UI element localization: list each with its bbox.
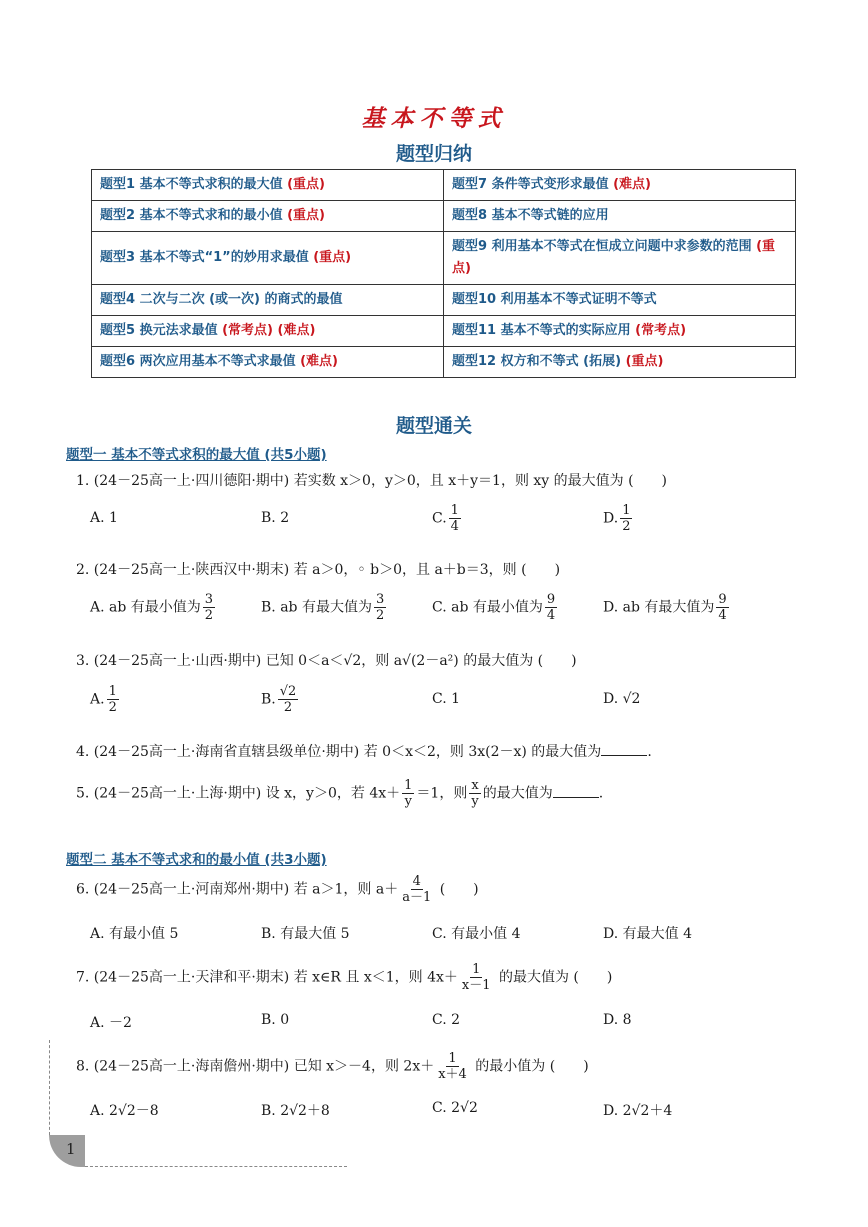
type-table-cell: [92, 201, 444, 232]
page-corner-dashed-line: [49, 1040, 50, 1135]
type-label: 题型4 二次与二次 (或一次) 的商式的最值: [100, 292, 343, 307]
answer-blank: [601, 742, 647, 756]
type-table-row: [92, 170, 796, 201]
answer-blank: [553, 784, 599, 798]
document-title: 基本不等式: [361, 105, 507, 132]
q1-option-b: B. 2: [261, 510, 290, 526]
type-label: 题型12 权方和不等式 (拓展): [452, 354, 626, 369]
category-heading-2: 题型二 基本不等式求和的最小值 (共3小题): [66, 852, 327, 868]
q8-option-c: C. 2√2: [432, 1100, 478, 1116]
type-label: 题型10 利用基本不等式证明不等式: [452, 292, 657, 307]
type-tag: (难点): [300, 354, 338, 369]
type-label: 题型11 基本不等式的实际应用: [452, 323, 636, 338]
category-heading-1: 题型一 基本不等式求积的最大值 (共5小题): [66, 447, 327, 463]
type-table-row: [92, 316, 796, 347]
type-tag: (常考点): [635, 323, 687, 338]
page-bottom-dashed-line: [85, 1166, 347, 1167]
type-table-cell: [444, 285, 796, 316]
q6-option-d: D. 有最大值 4: [603, 926, 692, 942]
type-table-cell: [444, 170, 796, 201]
type-table-row: [92, 232, 796, 285]
type-tag: (重点): [287, 177, 325, 192]
q2-option-d: D. ab 有最大值为 $\frac{9}{4}$: [603, 592, 727, 623]
type-table-cell: [444, 201, 796, 232]
type-label: 题型8 基本不等式链的应用: [452, 208, 609, 223]
q7-option-b: B. 0: [261, 1012, 290, 1028]
type-tag: (重点): [625, 354, 664, 369]
q3-option-a: A. $\frac{1}{2}$: [90, 684, 117, 715]
q6-option-c: C. 有最小值 4: [432, 926, 521, 942]
type-table-cell: [92, 316, 444, 347]
type-label: 题型1 基本不等式求积的最大值: [100, 177, 288, 192]
type-table-cell: [92, 232, 444, 285]
q3-option-b: B. $\frac{√2}{2}$: [261, 684, 297, 715]
type-tag: (重点): [287, 208, 325, 223]
type-table-cell: [444, 347, 796, 378]
type-tag: (常考点) (难点): [222, 323, 316, 338]
type-table-cell: [92, 170, 444, 201]
question-type-table: [91, 169, 796, 378]
q1-option-a: A. 1: [90, 510, 118, 526]
q8-option-b: B. 2√2＋8: [261, 1103, 330, 1119]
question-5: 5. (24－25高一上·上海·期中) 设 x，y＞0，若 4x＋ $\frac{1}{y}$ ＝1，则 $\frac{x}{y}$ 的最大值为 .: [76, 778, 604, 809]
summary-heading: 题型归纳: [395, 143, 472, 165]
type-table-row: [92, 285, 796, 316]
type-tag: (重点): [313, 250, 352, 265]
q7-option-a: A. －2: [90, 1015, 132, 1031]
page-number: 1: [66, 1140, 76, 1158]
question-4: 4. (24－25高一上·海南省直辖县级单位·期中) 若 0＜x＜2，则 3x(2－x) 的最大值为 .: [76, 744, 652, 760]
type-table-cell: [92, 285, 444, 316]
type-table-row: [92, 201, 796, 232]
question-2: 2. (24－25高一上·陕西汉中·期末) 若 a＞0，◦ b＞0，且 a＋b＝3，则 ( ): [76, 562, 561, 578]
q7-option-d: D. 8: [603, 1012, 632, 1028]
question-1: 1. (24－25高一上·四川德阳·期中) 若实数 x＞0，y＞0，且 x＋y＝1，则 xy 的最大值为 ( ): [76, 473, 668, 489]
type-label: 题型7 条件等式变形求最值: [452, 177, 614, 192]
q6-option-a: A. 有最小值 5: [90, 926, 179, 942]
q1-option-d: D. $\frac{1}{2}$: [603, 503, 631, 534]
q8-option-a: A. 2√2－8: [90, 1103, 159, 1119]
type-label: 题型5 换元法求最值: [100, 323, 223, 338]
type-table-row: [92, 347, 796, 378]
q1-option-c: C. $\frac{1}{4}$: [432, 503, 459, 534]
type-tag: (难点): [613, 177, 651, 192]
q6-option-b: B. 有最大值 5: [261, 926, 350, 942]
type-table-cell: [444, 316, 796, 347]
question-7: 7. (24－25高一上·天津和平·期末) 若 x∈R 且 x＜1，则 4x＋ $\frac{1}{x-1}$ 的最大值为 ( ): [76, 962, 613, 993]
type-label: 题型3 基本不等式“1”的妙用求最值: [100, 250, 314, 265]
question-6: 6. (24－25高一上·河南郑州·期中) 若 a＞1，则 a＋ $\frac{4}{a-1}$ ( ): [76, 874, 479, 905]
q2-option-a: A. ab 有最小值为 $\frac{3}{2}$: [90, 592, 214, 623]
type-label: 题型9 利用基本不等式在恒成立问题中求参数的范围: [452, 239, 757, 254]
question-3: 3. (24－25高一上·山西·期中) 已知 0＜a＜√2，则 a√(2－a²) 的最大值为 ( ): [76, 653, 577, 669]
q3-option-d: D. √2: [603, 691, 641, 707]
q8-option-d: D. 2√2＋4: [603, 1103, 673, 1119]
q2-option-b: B. ab 有最大值为 $\frac{3}{2}$: [261, 592, 385, 623]
practice-heading: 题型通关: [395, 415, 472, 437]
type-table-cell: [92, 347, 444, 378]
q2-option-c: C. ab 有最小值为 $\frac{9}{4}$: [432, 592, 556, 623]
type-label: 题型2 基本不等式求和的最小值: [100, 208, 288, 223]
question-8: 8. (24－25高一上·海南儋州·期中) 已知 x＞－4，则 2x＋ $\frac{1}{x+4}$ 的最小值为 ( ): [76, 1051, 589, 1082]
type-table-cell: [444, 232, 796, 285]
q7-option-c: C. 2: [432, 1012, 461, 1028]
type-label: 题型6 两次应用基本不等式求最值: [100, 354, 301, 369]
q3-option-c: C. 1: [432, 691, 461, 707]
type-tag: (重点): [452, 239, 776, 276]
